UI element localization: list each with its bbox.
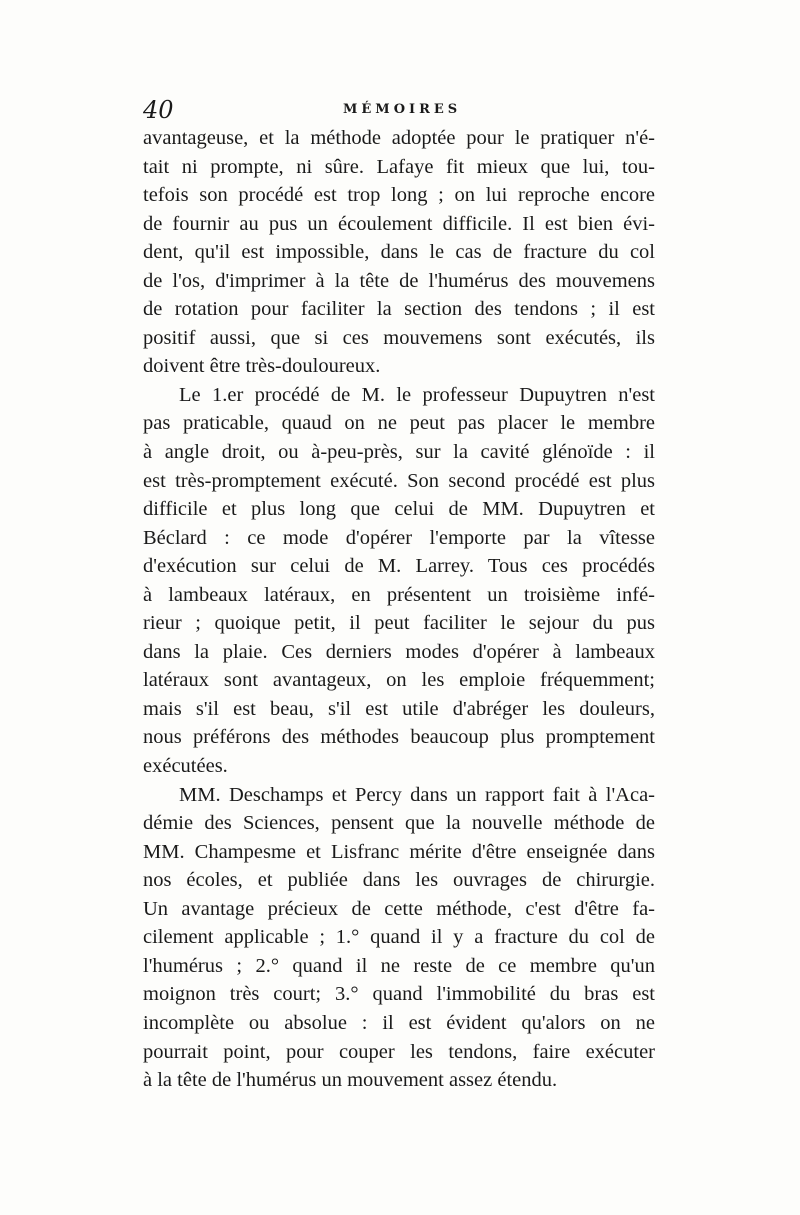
text-line: pas praticable, quaud on ne peut pas placer le membre: [143, 412, 655, 435]
text-line: Béclard : ce mode d'opérer l'emporte par la vîtesse: [143, 526, 655, 549]
text-line: tait ni prompte, ni sûre. Lafaye fit mieux que lui, tou-: [143, 155, 655, 178]
text-line: moignon très court; 3.° quand l'immobilité du bras est: [143, 983, 655, 1006]
page-number: 40: [143, 96, 174, 124]
text-line: exécutées.: [143, 755, 228, 778]
text-line: doivent être très-douloureux.: [143, 355, 381, 378]
text-line: nos écoles, et publiée dans les ouvrages de chirurgie.: [143, 869, 655, 892]
text-line: Le 1.er procédé de M. le professeur Dupuytren n'est: [179, 383, 655, 406]
text-line: d'exécution sur celui de M. Larrey. Tous ces procédés: [143, 555, 655, 578]
text-line: dans la plaie. Ces derniers modes d'opérer à lambeaux: [143, 640, 655, 663]
text-line: cilement applicable ; 1.° quand il y a fracture du col de: [143, 926, 655, 949]
text-line: de l'os, d'imprimer à la tête de l'humérus des mouvemens: [143, 269, 655, 292]
text-line: rieur ; quoique petit, il peut faciliter le sejour du pus: [143, 612, 655, 635]
text-line: positif aussi, que si ces mouvemens sont exécutés, ils: [143, 326, 655, 349]
page-header: [143, 96, 663, 126]
text-line: MM. Deschamps et Percy dans un rapport fait à l'Aca-: [179, 783, 655, 806]
text-line: mais s'il est beau, s'il est utile d'abréger les douleurs,: [143, 697, 655, 720]
text-line: à lambeaux latéraux, en présentent un troisième infé-: [143, 583, 655, 606]
text-line: tefois son procédé est trop long ; on lui reproche encore: [143, 184, 655, 207]
text-line: l'humérus ; 2.° quand il ne reste de ce membre qu'un: [143, 954, 655, 977]
text-line: de rotation pour faciliter la section des tendons ; il est: [143, 298, 655, 321]
text-line: à angle droit, ou à-peu-près, sur la cavité glénoïde : il: [143, 441, 655, 464]
text-line: à la tête de l'humérus un mouvement assez étendu.: [143, 1069, 558, 1092]
text-line: démie des Sciences, pensent que la nouvelle méthode de: [143, 812, 655, 835]
text-line: de fournir au pus un écoulement difficile. Il est bien évi-: [143, 212, 655, 235]
text-line: pourrait point, pour couper les tendons, faire exécuter: [143, 1040, 655, 1063]
text-line: incomplète ou absolue : il est évident qu'alors on ne: [143, 1011, 655, 1034]
body-text: [143, 124, 655, 1095]
text-line: MM. Champesme et Lisfranc mérite d'être enseignée dans: [143, 840, 655, 863]
text-line: Un avantage précieux de cette méthode, c'est d'être fa-: [143, 897, 655, 920]
text-line: difficile et plus long que celui de MM. Dupuytren et: [143, 498, 655, 521]
text-line: avantageuse, et la méthode adoptée pour le pratiquer n'é-: [143, 127, 655, 149]
text-line: dent, qu'il est impossible, dans le cas de fracture du col: [143, 241, 655, 264]
running-head: MÉMOIRES: [343, 102, 462, 117]
text-line: est très-promptement exécuté. Son second procédé est plus: [143, 469, 655, 492]
text-line: latéraux sont avantageux, on les emploie fréquemment;: [143, 669, 655, 692]
text-line: nous préférons des méthodes beaucoup plus promptement: [143, 726, 655, 749]
